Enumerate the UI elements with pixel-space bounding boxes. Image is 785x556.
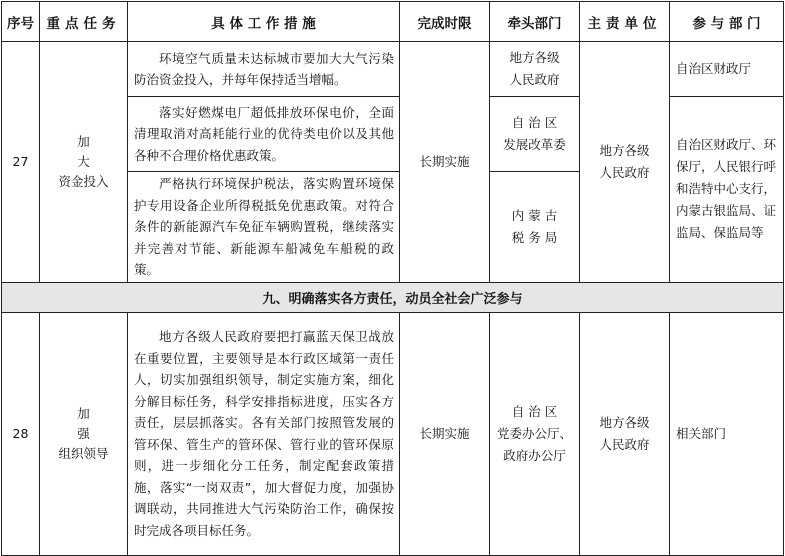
table-row-27a <box>2 42 784 97</box>
row27-participants-b: 自治区财政厅、环保厅，人民银行呼和浩特中心支行，内蒙古银监局、证监局、保监局等 <box>670 97 784 283</box>
section-row <box>2 282 784 312</box>
header-seq: 序号 <box>2 2 40 42</box>
header-task: 重点任务 <box>40 2 128 42</box>
row27-responsible-line2: 人民政府 <box>599 164 650 180</box>
row27-responsible <box>580 42 670 283</box>
row27-measure-1: 环境空气质量未达标城市要加大大气污染防治资金投入，并每年保持适当增幅。 <box>128 42 400 97</box>
row27-lead-dept-3-line2: 税 务 局 <box>511 229 558 245</box>
row28-task-line2: 组织领导 <box>58 445 109 461</box>
header-row <box>2 2 784 42</box>
row27-lead-dept-2-line1: 自 治 区 <box>511 115 558 130</box>
row27-task-line1: 加 大 <box>77 133 112 169</box>
row28-lead-line1: 自 治 区 <box>511 403 558 419</box>
row28-task <box>40 312 128 555</box>
header-responsible: 主责单位 <box>580 2 670 42</box>
row28-lead-line2: 党委办公厅、 <box>496 425 572 441</box>
row27-measure-2: 落实好燃煤电厂超低排放环保电价，全面清理取消对高耗能行业的优待类电价以及其他各种不合理价格优惠政策。 <box>128 97 400 172</box>
row27-task <box>40 42 128 283</box>
row28-responsible-line1: 地方各级 <box>599 414 650 430</box>
row28-lead-dept <box>490 312 580 555</box>
row28-participants: 相关部门 <box>670 312 784 555</box>
row27-participants-a: 自治区财政厅 <box>670 42 784 97</box>
row27-lead-dept-2 <box>490 97 580 172</box>
row28-task-line1: 加 强 <box>77 405 112 441</box>
row27-lead-dept-2-line2: 发展改革委 <box>503 137 566 152</box>
row28-lead-line3: 政府办公厅 <box>503 447 566 463</box>
row27-lead-dept-3 <box>490 172 580 283</box>
table-row-28 <box>2 312 784 555</box>
row27-lead-dept-3-line1: 内 蒙 古 <box>511 207 558 223</box>
row28-deadline: 长期实施 <box>400 312 490 555</box>
row27-lead-dept-1-line1: 地方各级 <box>509 50 560 65</box>
row27-seq: 27 <box>2 42 40 283</box>
section-heading-nine: 九、明确落实各方责任，动员全社会广泛参与 <box>2 282 784 312</box>
row28-responsible-line2: 人民政府 <box>599 436 650 452</box>
header-deadline: 完成时限 <box>400 2 490 42</box>
row27-deadline: 长期实施 <box>400 42 490 283</box>
header-participants: 参 与 部 门 <box>670 2 784 42</box>
row28-seq: 28 <box>2 312 40 555</box>
row27-lead-dept-1 <box>490 42 580 97</box>
row28-responsible <box>580 312 670 555</box>
task-table <box>1 1 784 556</box>
header-measures: 具 体 工 作 措 施 <box>128 2 400 42</box>
row27-task-line2: 资金投入 <box>58 173 109 189</box>
row27-lead-dept-1-line2: 人民政府 <box>509 72 560 87</box>
row27-measure-3: 严格执行环境保护税法，落实购置环境保护专用设备企业所得税抵免优惠政策。对符合条件的新能源汽车免征车辆购置税，继续落实并完善对节能、新能源车船减免车船税的政策。 <box>128 172 400 283</box>
row27-responsible-line1: 地方各级 <box>599 142 650 158</box>
row28-measure: 地方各级人民政府要把打赢蓝天保卫战放在重要位置，主要领导是本行政区域第一责任人，切实加强组织领导，制定实施方案，细化分解目标任务，科学安排指标进度，压实各方责任，层层抓落实。各有关部门按照管发展的管环保、管生产的管环保、管行业的管环保原则，进一步细化分工任务，制定配套政策措施，落实“一岗双责”，加大督促力度，加强协调联动，共同推进大气污染防治工作，确保按时完成各项目标任务。 <box>128 312 400 555</box>
header-lead-dept: 牵头部门 <box>490 2 580 42</box>
